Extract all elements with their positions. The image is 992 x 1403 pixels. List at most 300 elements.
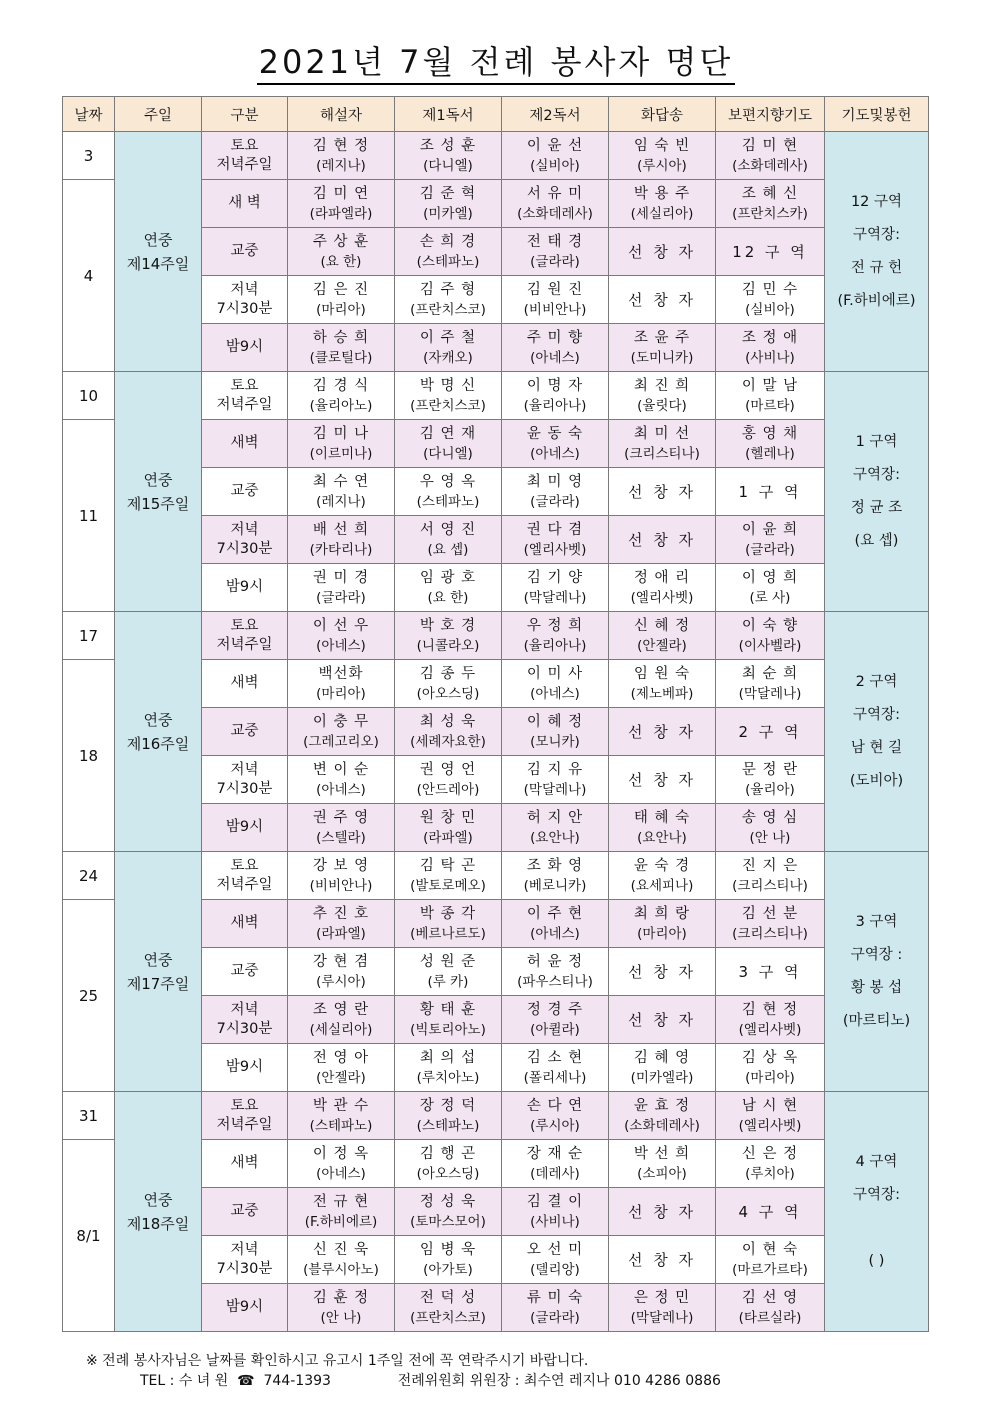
table-row [63, 132, 929, 180]
person-cell [502, 1284, 609, 1332]
date-cell: 4 [63, 180, 115, 372]
assignment-cell: 선 창 자 [609, 756, 716, 804]
person-name: 이 말 남 [741, 377, 799, 394]
person-cell [716, 372, 825, 420]
person-cell [502, 660, 609, 708]
person-name: 최 희 랑 [633, 905, 691, 922]
assignment-cell: 선 창 자 [609, 996, 716, 1044]
table-row [63, 852, 929, 900]
person-name: 김 혜 영 [633, 1049, 691, 1066]
type-line: 7시30분 [216, 300, 273, 317]
person-name: 성 원 준 [419, 953, 477, 970]
sunday-line: 연중 [143, 470, 173, 489]
assignment-cell: 선 창 자 [609, 276, 716, 324]
date-cell: 8/1 [63, 1140, 115, 1332]
header-cell: 기도및봉헌 [825, 97, 929, 132]
person-name: 이 주 철 [419, 329, 477, 346]
person-cell [395, 1044, 502, 1092]
baptismal-name: (데레사) [530, 1165, 580, 1182]
baptismal-name: (소화데레사) [517, 205, 593, 222]
baptismal-name: (막달레나) [630, 1309, 694, 1326]
sunday-line: 제18주일 [126, 1214, 190, 1233]
date-cell: 24 [63, 852, 115, 900]
person-cell [716, 996, 825, 1044]
person-cell [609, 324, 716, 372]
person-name: 김 현 정 [741, 1001, 799, 1018]
assignment-cell: 선 창 자 [609, 228, 716, 276]
assignment-cell: 2 구 역 [716, 708, 825, 756]
baptismal-name: (프란치스카) [732, 205, 808, 222]
prayer-line: 정 균 조 [850, 499, 903, 516]
person-cell [288, 612, 395, 660]
prayer-line: 1 구역 [855, 433, 898, 450]
person-cell [395, 996, 502, 1044]
person-cell [395, 852, 502, 900]
prayer-offering-cell [825, 852, 929, 1092]
person-cell [502, 756, 609, 804]
person-name: 조 윤 주 [633, 329, 691, 346]
person-name: 은 정 민 [633, 1289, 691, 1306]
person-cell [288, 996, 395, 1044]
baptismal-name: (이르미나) [309, 445, 373, 462]
person-cell [502, 804, 609, 852]
baptismal-name: (아네스) [530, 925, 580, 942]
type-line: 토요 [230, 377, 259, 394]
type-line: 밤9시 [225, 819, 264, 835]
date-cell: 10 [63, 372, 115, 420]
assignment-cell: 선 창 자 [609, 948, 716, 996]
assignment-cell: 4 구 역 [716, 1188, 825, 1236]
type-cell [202, 708, 288, 756]
type-cell [202, 276, 288, 324]
type-line: 교중 [230, 723, 259, 739]
prayer-offering-cell [825, 372, 929, 612]
baptismal-name: (아오스딩) [416, 685, 480, 702]
baptismal-name: (세실리아) [309, 1021, 373, 1038]
baptismal-name: (마르가르타) [732, 1261, 808, 1278]
person-name: 이 미 사 [526, 665, 584, 682]
person-name: 조 성 훈 [419, 137, 477, 154]
person-name: 임 병 욱 [419, 1241, 477, 1258]
person-name: 이 주 현 [526, 905, 584, 922]
person-cell [395, 756, 502, 804]
baptismal-name: (엘리사벳) [630, 589, 694, 606]
type-line: 교중 [230, 243, 259, 259]
person-name: 김 준 혁 [419, 185, 477, 202]
person-name: 신 진 욱 [312, 1241, 370, 1258]
header-cell: 구분 [202, 97, 288, 132]
person-cell [395, 804, 502, 852]
person-name: 임 원 숙 [633, 665, 691, 682]
person-cell [288, 1188, 395, 1236]
footer-tel: TEL : 수 녀 원 ☎ 744-1393 [140, 1373, 331, 1389]
date-cell: 17 [63, 612, 115, 660]
baptismal-name: (소화데레사) [624, 1117, 700, 1134]
type-line: 7시30분 [216, 1260, 273, 1277]
type-line: 밤9시 [225, 1299, 264, 1315]
person-cell [609, 372, 716, 420]
person-name: 전 태 경 [526, 233, 584, 250]
type-cell [202, 1188, 288, 1236]
prayer-line: 구역장: [853, 226, 900, 243]
person-cell [716, 132, 825, 180]
footer-chair: 전례위원회 위원장 : 최수연 레지나 010 4286 0886 [397, 1373, 721, 1389]
baptismal-name: (마리아) [316, 685, 366, 702]
baptismal-name: (루시아) [316, 973, 366, 990]
person-cell [395, 708, 502, 756]
type-cell [202, 564, 288, 612]
person-cell [716, 1092, 825, 1140]
person-name: 김 소 현 [526, 1049, 584, 1066]
person-cell [395, 948, 502, 996]
type-line: 토요 [230, 617, 259, 634]
person-cell [502, 468, 609, 516]
date-cell: 31 [63, 1092, 115, 1140]
sunday-cell [115, 852, 202, 1092]
type-line: 밤9시 [225, 1059, 264, 1075]
person-cell [716, 804, 825, 852]
baptismal-name: (빅토리아노) [410, 1021, 486, 1038]
person-cell [609, 612, 716, 660]
person-name: 최 성 욱 [419, 713, 477, 730]
person-cell [288, 420, 395, 468]
baptismal-name: (크리스티나) [624, 445, 700, 462]
table-header-row [63, 97, 929, 132]
type-line: 저녁 [230, 281, 259, 298]
baptismal-name: (아네스) [530, 445, 580, 462]
sunday-line: 제14주일 [126, 254, 190, 273]
baptismal-name: (프란치스코) [410, 301, 486, 318]
person-name: 이 정 옥 [312, 1145, 370, 1162]
assignment-cell: 선 창 자 [609, 468, 716, 516]
person-name: 권 주 영 [312, 809, 370, 826]
prayer-offering-cell [825, 1092, 929, 1332]
type-cell [202, 900, 288, 948]
baptismal-name: (사비나) [530, 1213, 580, 1230]
type-line: 저녁주일 [216, 1116, 273, 1133]
person-cell [609, 1092, 716, 1140]
person-cell [716, 420, 825, 468]
person-name: 김 행 곤 [419, 1145, 477, 1162]
baptismal-name: (도미니카) [630, 349, 694, 366]
person-name: 김 훈 정 [312, 1289, 370, 1306]
sunday-cell [115, 372, 202, 612]
type-line: 새벽 [230, 1155, 259, 1171]
person-name: 김 미 연 [312, 185, 370, 202]
baptismal-name: (안젤라) [316, 1069, 366, 1086]
person-cell [395, 228, 502, 276]
person-name: 신 혜 정 [633, 617, 691, 634]
baptismal-name: (스테파노) [309, 1117, 373, 1134]
prayer-line: 전 규 헌 [850, 259, 903, 276]
header-cell: 보편지향기도 [716, 97, 825, 132]
person-name: 김 탁 곤 [419, 857, 477, 874]
baptismal-name: (토마스모어) [410, 1213, 486, 1230]
person-name: 전 영 아 [312, 1049, 370, 1066]
type-cell [202, 1140, 288, 1188]
type-cell [202, 228, 288, 276]
person-name: 하 승 희 [312, 329, 370, 346]
person-cell [288, 132, 395, 180]
person-name: 이 명 자 [526, 377, 584, 394]
baptismal-name: (라파엘라) [309, 205, 373, 222]
prayer-line: 4 구역 [855, 1153, 898, 1170]
person-cell [502, 516, 609, 564]
person-cell [502, 852, 609, 900]
baptismal-name: (아가토) [423, 1261, 473, 1278]
prayer-offering-cell [825, 132, 929, 372]
baptismal-name: (요안나) [637, 829, 687, 846]
person-name: 김 선 영 [741, 1289, 799, 1306]
prayer-line: 3 구역 [855, 913, 898, 930]
person-cell [288, 228, 395, 276]
person-cell [288, 756, 395, 804]
person-cell [502, 1092, 609, 1140]
type-cell [202, 660, 288, 708]
header-cell: 제1독서 [395, 97, 502, 132]
assignment-cell: 선 창 자 [609, 516, 716, 564]
person-cell [609, 852, 716, 900]
type-line: 새벽 [230, 435, 259, 451]
person-name: 윤 숙 경 [633, 857, 691, 874]
person-name: 김 원 진 [526, 281, 584, 298]
prayer-line [825, 1212, 928, 1245]
person-name: 조 영 란 [312, 1001, 370, 1018]
baptismal-name: (막달레나) [738, 685, 802, 702]
person-name: 오 선 미 [526, 1241, 584, 1258]
assignment-cell: 선 창 자 [609, 1236, 716, 1284]
baptismal-name: (막달레나) [523, 589, 587, 606]
person-name: 정 성 욱 [419, 1193, 477, 1210]
person-cell [609, 180, 716, 228]
baptismal-name: (프란치스코) [410, 1309, 486, 1326]
baptismal-name: (안젤라) [637, 637, 687, 654]
person-name: 태 혜 숙 [633, 809, 691, 826]
person-name: 조 화 영 [526, 857, 584, 874]
baptismal-name: (소피아) [637, 1165, 687, 1182]
person-name: 배 선 희 [312, 521, 370, 538]
sunday-line: 제15주일 [126, 494, 190, 513]
baptismal-name: (글라라) [316, 589, 366, 606]
person-cell [502, 228, 609, 276]
baptismal-name: (안 나) [320, 1309, 362, 1326]
person-name: 박 용 주 [633, 185, 691, 202]
schedule-table [62, 96, 929, 1332]
person-cell [716, 900, 825, 948]
sunday-line: 연중 [143, 950, 173, 969]
table-row [63, 612, 929, 660]
baptismal-name: (라파엘) [316, 925, 366, 942]
person-cell [288, 1284, 395, 1332]
page-title: 2021년 7월 전례 봉사자 명단 [0, 42, 992, 82]
person-cell [502, 420, 609, 468]
person-name: 전 덕 성 [419, 1289, 477, 1306]
baptismal-name: (비비안나) [523, 301, 587, 318]
person-cell [288, 708, 395, 756]
person-name: 김 선 분 [741, 905, 799, 922]
person-cell [395, 564, 502, 612]
person-cell [395, 372, 502, 420]
person-cell [288, 372, 395, 420]
baptismal-name: (사비나) [745, 349, 795, 366]
person-cell [502, 1236, 609, 1284]
prayer-line: (도비아) [849, 772, 904, 789]
baptismal-name: (루시아) [530, 1117, 580, 1134]
person-cell [288, 852, 395, 900]
person-cell [502, 948, 609, 996]
baptismal-name: (레지나) [316, 493, 366, 510]
person-name: 강 현 겸 [312, 953, 370, 970]
person-name: 이 선 우 [312, 617, 370, 634]
prayer-line: 황 봉 섭 [850, 979, 903, 996]
baptismal-name: (스테파노) [416, 493, 480, 510]
person-cell [395, 1236, 502, 1284]
baptismal-name: (글라라) [530, 1309, 580, 1326]
type-line: 7시30분 [216, 1020, 273, 1037]
baptismal-name: (실비아) [745, 301, 795, 318]
person-cell [502, 612, 609, 660]
person-cell [609, 900, 716, 948]
person-cell [288, 948, 395, 996]
person-name: 김 지 유 [526, 761, 584, 778]
assignment-cell: 선 창 자 [609, 708, 716, 756]
type-cell [202, 324, 288, 372]
person-name: 김 기 양 [526, 569, 584, 586]
baptismal-name: (요안나) [530, 829, 580, 846]
person-name: 김 종 두 [419, 665, 477, 682]
person-name: 주 상 훈 [312, 233, 370, 250]
person-cell [395, 1140, 502, 1188]
person-cell [395, 468, 502, 516]
baptismal-name: (요 한) [320, 253, 362, 270]
baptismal-name: (스테파노) [416, 253, 480, 270]
baptismal-name: (스텔라) [316, 829, 366, 846]
baptismal-name: (크리스티나) [732, 877, 808, 894]
person-cell [609, 564, 716, 612]
baptismal-name: (루시아) [637, 157, 687, 174]
type-cell [202, 612, 288, 660]
person-cell [716, 660, 825, 708]
person-name: 허 지 안 [526, 809, 584, 826]
person-name: 장 정 덕 [419, 1097, 477, 1114]
person-name: 추 진 호 [312, 905, 370, 922]
person-name: 김 결 이 [526, 1193, 584, 1210]
person-name: 박 종 각 [419, 905, 477, 922]
type-line: 토요 [230, 857, 259, 874]
person-cell [288, 1236, 395, 1284]
baptismal-name: (다니엘) [423, 157, 473, 174]
baptismal-name: (미카엘라) [630, 1069, 694, 1086]
person-name: 김 미 나 [312, 425, 370, 442]
person-name: 이 혜 정 [526, 713, 584, 730]
date-cell: 11 [63, 420, 115, 612]
assignment-cell: 1 구 역 [716, 468, 825, 516]
person-name: 이 윤 희 [741, 521, 799, 538]
person-cell [288, 900, 395, 948]
baptismal-name: (베르나르도) [410, 925, 486, 942]
sunday-line: 연중 [143, 1190, 173, 1209]
prayer-line: ( ) [868, 1252, 885, 1269]
baptismal-name: (아네스) [316, 637, 366, 654]
prayer-offering-cell [825, 612, 929, 852]
baptismal-name: (글라라) [530, 493, 580, 510]
sunday-line: 연중 [143, 710, 173, 729]
person-name: 백선화 [318, 665, 364, 682]
person-cell [502, 180, 609, 228]
person-name: 박 선 희 [633, 1145, 691, 1162]
type-cell [202, 1044, 288, 1092]
person-cell [716, 276, 825, 324]
person-name: 서 유 미 [526, 185, 584, 202]
person-cell [502, 372, 609, 420]
person-name: 이 현 숙 [741, 1241, 799, 1258]
sunday-cell [115, 612, 202, 852]
person-cell [716, 1140, 825, 1188]
person-cell [716, 1044, 825, 1092]
person-name: 김 연 재 [419, 425, 477, 442]
person-name: 조 혜 신 [741, 185, 799, 202]
type-line: 새벽 [230, 915, 259, 931]
baptismal-name: (요세피나) [630, 877, 694, 894]
header-cell: 해설자 [288, 97, 395, 132]
person-name: 박 명 신 [419, 377, 477, 394]
type-line: 저녁주일 [216, 876, 273, 893]
assignment-cell: 12 구 역 [716, 228, 825, 276]
baptismal-name: (아네스) [530, 349, 580, 366]
person-cell [502, 900, 609, 948]
person-name: 윤 동 숙 [526, 425, 584, 442]
person-cell [395, 660, 502, 708]
person-cell [502, 276, 609, 324]
person-cell [288, 564, 395, 612]
person-name: 임 광 호 [419, 569, 477, 586]
sunday-line: 연중 [143, 230, 173, 249]
baptismal-name: (아네스) [316, 781, 366, 798]
person-name: 신 은 정 [741, 1145, 799, 1162]
person-cell [502, 324, 609, 372]
person-cell [288, 276, 395, 324]
baptismal-name: (소화데레사) [732, 157, 808, 174]
sunday-line: 제16주일 [126, 734, 190, 753]
type-line: 밤9시 [225, 579, 264, 595]
person-name: 김 주 형 [419, 281, 477, 298]
person-name: 전 규 현 [312, 1193, 370, 1210]
baptismal-name: (루치아) [745, 1165, 795, 1182]
person-cell [288, 324, 395, 372]
baptismal-name: (카타리나) [309, 541, 373, 558]
date-cell: 3 [63, 132, 115, 180]
baptismal-name: (라파엘) [423, 829, 473, 846]
baptismal-name: (크리스티나) [732, 925, 808, 942]
person-cell [716, 564, 825, 612]
sunday-line: 제17주일 [126, 974, 190, 993]
person-name: 강 보 영 [312, 857, 370, 874]
person-name: 김 현 정 [312, 137, 370, 154]
person-cell [502, 1188, 609, 1236]
baptismal-name: (루 카) [427, 973, 469, 990]
person-cell [395, 324, 502, 372]
person-name: 최 순 희 [741, 665, 799, 682]
baptismal-name: (마리아) [745, 1069, 795, 1086]
person-name: 최 수 연 [312, 473, 370, 490]
person-cell [609, 1044, 716, 1092]
person-name: 권 미 경 [312, 569, 370, 586]
assignment-cell: 선 창 자 [609, 1188, 716, 1236]
assignment-cell: 3 구 역 [716, 948, 825, 996]
person-name: 김 민 수 [741, 281, 799, 298]
baptismal-name: (스테파노) [416, 1117, 480, 1134]
type-cell [202, 132, 288, 180]
